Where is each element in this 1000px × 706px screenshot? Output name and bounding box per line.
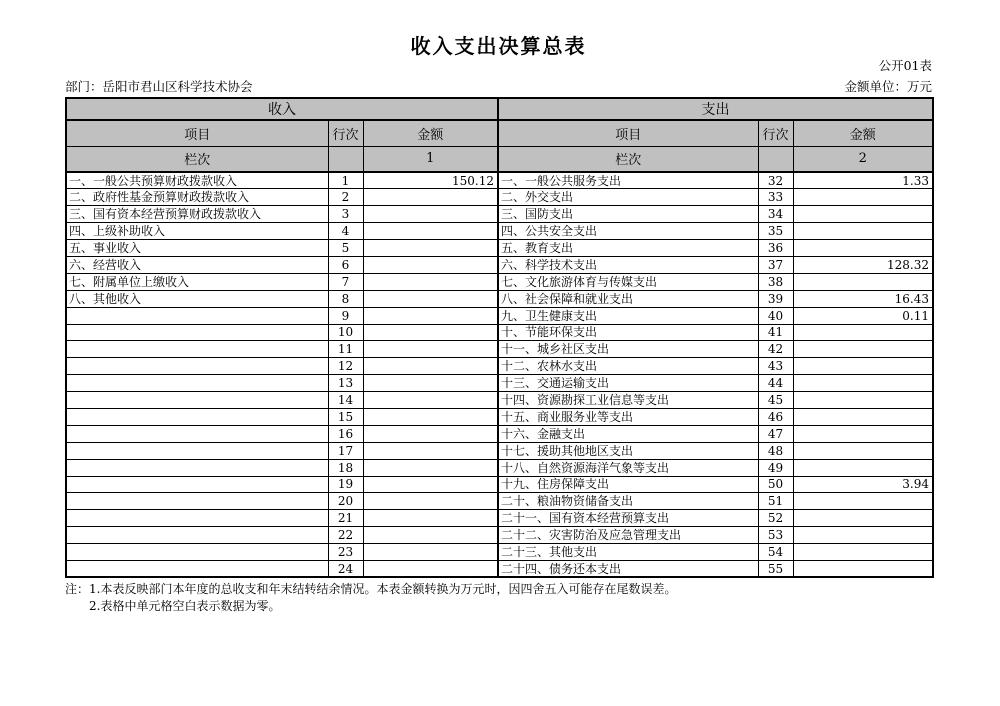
- expense-rowno-cell: 42: [758, 341, 793, 358]
- expense-amount-cell: [793, 493, 933, 510]
- income-amount-cell: [363, 223, 498, 240]
- income-amount-cell: [363, 273, 498, 290]
- expense-rowno-cell: 46: [758, 408, 793, 425]
- expense-amount-cell: [793, 324, 933, 341]
- table-code: 公开01表: [878, 58, 932, 73]
- income-rowno-cell: 16: [328, 425, 363, 442]
- expense-item-cell: 六、科学技术支出: [498, 256, 758, 273]
- income-rowno-cell: 18: [328, 459, 363, 476]
- income-amount-cell: [363, 408, 498, 425]
- expense-rowno-cell: 43: [758, 358, 793, 375]
- income-item-cell: 三、国有资本经营预算财政拨款收入: [66, 206, 328, 223]
- expense-rowno-cell: 45: [758, 392, 793, 409]
- income-item-cell: [66, 459, 328, 476]
- expense-amount-cell: [793, 442, 933, 459]
- income-item-cell: [66, 375, 328, 392]
- income-rowno-cell: 15: [328, 408, 363, 425]
- income-rowno-cell: 10: [328, 324, 363, 341]
- income-item-cell: 四、上级补助收入: [66, 223, 328, 240]
- table-row: [66, 307, 933, 324]
- income-item-cell: 二、政府性基金预算财政拨款收入: [66, 189, 328, 206]
- income-item-cell: [66, 442, 328, 459]
- table-row: [66, 425, 933, 442]
- expense-item-cell: 二十三、其他支出: [498, 544, 758, 561]
- income-rowno-cell: 22: [328, 527, 363, 544]
- expense-amount-cell: 1.33: [793, 172, 933, 189]
- income-rowno-cell: 17: [328, 442, 363, 459]
- expense-amount-cell: [793, 375, 933, 392]
- income-rowno-cell: 14: [328, 392, 363, 409]
- income-amount-cell: [363, 527, 498, 544]
- income-item-cell: [66, 392, 328, 409]
- table-row: [66, 493, 933, 510]
- table-row: [66, 527, 933, 544]
- expense-item-cell: 十七、援助其他地区支出: [498, 442, 758, 459]
- income-rowno-cell: 4: [328, 223, 363, 240]
- expense-item-cell: 十四、资源勘探工业信息等支出: [498, 392, 758, 409]
- income-rowno-cell: 6: [328, 256, 363, 273]
- note-line: 2.表格中单元格空白表示数据为零。: [89, 599, 281, 614]
- expense-rowno-cell: 50: [758, 476, 793, 493]
- expense-rowno-cell: 37: [758, 256, 793, 273]
- income-amount-cell: [363, 459, 498, 476]
- income-rowno-header: 行次: [328, 120, 363, 146]
- income-amount-cell: [363, 442, 498, 459]
- table-row: [66, 358, 933, 375]
- expense-amount-cell: 0.11: [793, 307, 933, 324]
- income-rowno-cell: 3: [328, 206, 363, 223]
- income-amount-cell: [363, 476, 498, 493]
- expense-amount-cell: [793, 408, 933, 425]
- expense-amount-cell: [793, 560, 933, 577]
- table-row: [66, 223, 933, 240]
- expense-rowno-cell: 53: [758, 527, 793, 544]
- table-row: [66, 341, 933, 358]
- income-amount-cell: [363, 341, 498, 358]
- income-rowno-cell: 21: [328, 510, 363, 527]
- expense-item-cell: 一、一般公共服务支出: [498, 172, 758, 189]
- income-amount-header: 金额: [363, 120, 498, 146]
- income-amount-cell: [363, 425, 498, 442]
- table-row: [66, 240, 933, 257]
- income-item-cell: [66, 493, 328, 510]
- expense-item-cell: 八、社会保障和就业支出: [498, 290, 758, 307]
- income-item-cell: [66, 510, 328, 527]
- income-item-header: 项目: [66, 120, 328, 146]
- table-row: [66, 290, 933, 307]
- expense-rowno-cell: 48: [758, 442, 793, 459]
- expense-amount-header: 金额: [793, 120, 933, 146]
- income-item-cell: [66, 307, 328, 324]
- expense-rowno-cell: 36: [758, 240, 793, 257]
- expense-amount-cell: [793, 273, 933, 290]
- table-header: [66, 98, 933, 172]
- expense-item-cell: 十八、自然资源海洋气象等支出: [498, 459, 758, 476]
- income-rowno-cell: 8: [328, 290, 363, 307]
- page-title: 收入支出决算总表: [410, 34, 587, 58]
- expense-rowno-cell: 44: [758, 375, 793, 392]
- expense-amount-cell: [793, 341, 933, 358]
- expense-amount-cell: [793, 358, 933, 375]
- table-row: [66, 189, 933, 206]
- expense-item-cell: 十、节能环保支出: [498, 324, 758, 341]
- table-row: [66, 324, 933, 341]
- table-row: [66, 442, 933, 459]
- expense-colindex-label: 栏次: [498, 146, 758, 172]
- expense-rowno-cell: 38: [758, 273, 793, 290]
- income-amount-cell: [363, 510, 498, 527]
- unit-label: 金额单位：万元: [844, 79, 932, 94]
- income-rowno-cell: 7: [328, 273, 363, 290]
- income-item-cell: [66, 324, 328, 341]
- income-amount-cell: [363, 189, 498, 206]
- income-colindex-blank: [328, 146, 363, 172]
- expense-amount-cell: [793, 189, 933, 206]
- income-amount-cell: [363, 290, 498, 307]
- expense-colindex-number: 2: [793, 146, 933, 172]
- income-amount-cell: [363, 392, 498, 409]
- note-line: 注：1.本表反映部门本年度的总收支和年末结转结余情况。本表金额转换为万元时，因四舍五入可能存在尾数误差。: [65, 582, 677, 597]
- expense-item-cell: 十二、农林水支出: [498, 358, 758, 375]
- expense-amount-cell: 128.32: [793, 256, 933, 273]
- income-item-cell: [66, 425, 328, 442]
- expense-rowno-cell: 52: [758, 510, 793, 527]
- expense-amount-cell: [793, 240, 933, 257]
- expense-amount-cell: [793, 425, 933, 442]
- table-row: [66, 206, 933, 223]
- income-amount-cell: [363, 240, 498, 257]
- table-row: [66, 375, 933, 392]
- expense-colindex-blank: [758, 146, 793, 172]
- expense-rowno-cell: 51: [758, 493, 793, 510]
- table-row: [66, 408, 933, 425]
- income-amount-cell: 150.12: [363, 172, 498, 189]
- expense-item-cell: 七、文化旅游体育与传媒支出: [498, 273, 758, 290]
- income-rowno-cell: 24: [328, 560, 363, 577]
- income-item-cell: [66, 341, 328, 358]
- document-sheet: [65, 0, 932, 615]
- expense-rowno-cell: 41: [758, 324, 793, 341]
- expense-item-cell: 三、国防支出: [498, 206, 758, 223]
- income-colindex-label: 栏次: [66, 146, 328, 172]
- expense-item-cell: 四、公共安全支出: [498, 223, 758, 240]
- expense-item-cell: 二十、粮油物资储备支出: [498, 493, 758, 510]
- income-amount-cell: [363, 307, 498, 324]
- income-rowno-cell: 1: [328, 172, 363, 189]
- table-row: [66, 459, 933, 476]
- expense-item-cell: 二、外交支出: [498, 189, 758, 206]
- income-rowno-cell: 23: [328, 544, 363, 561]
- income-rowno-cell: 20: [328, 493, 363, 510]
- income-amount-cell: [363, 544, 498, 561]
- expense-amount-cell: [793, 544, 933, 561]
- expense-item-cell: 十三、交通运输支出: [498, 375, 758, 392]
- income-amount-cell: [363, 560, 498, 577]
- table-row: [66, 256, 933, 273]
- expense-rowno-cell: 47: [758, 425, 793, 442]
- expense-amount-cell: 3.94: [793, 476, 933, 493]
- income-rowno-cell: 12: [328, 358, 363, 375]
- income-rowno-cell: 5: [328, 240, 363, 257]
- notes: [65, 578, 932, 615]
- income-item-cell: [66, 544, 328, 561]
- income-section-header: 收入: [66, 98, 498, 120]
- expense-item-cell: 二十二、灾害防治及应急管理支出: [498, 527, 758, 544]
- income-item-cell: [66, 408, 328, 425]
- income-amount-cell: [363, 375, 498, 392]
- expense-amount-cell: [793, 527, 933, 544]
- income-amount-cell: [363, 256, 498, 273]
- income-amount-cell: [363, 358, 498, 375]
- expense-amount-cell: [793, 223, 933, 240]
- income-item-cell: [66, 527, 328, 544]
- table-row: [66, 273, 933, 290]
- expense-amount-cell: [793, 510, 933, 527]
- expense-item-cell: 五、教育支出: [498, 240, 758, 257]
- income-rowno-cell: 13: [328, 375, 363, 392]
- expense-rowno-cell: 34: [758, 206, 793, 223]
- table-row: [66, 476, 933, 493]
- expense-rowno-cell: 32: [758, 172, 793, 189]
- expense-item-header: 项目: [498, 120, 758, 146]
- meta-row: [65, 76, 932, 97]
- income-rowno-cell: 19: [328, 476, 363, 493]
- table-row: [66, 560, 933, 577]
- expense-item-cell: 十五、商业服务业等支出: [498, 408, 758, 425]
- expense-amount-cell: [793, 206, 933, 223]
- expense-amount-cell: [793, 459, 933, 476]
- expense-item-cell: 二十四、债务还本支出: [498, 560, 758, 577]
- income-amount-cell: [363, 324, 498, 341]
- income-amount-cell: [363, 206, 498, 223]
- income-amount-cell: [363, 493, 498, 510]
- expense-item-cell: 九、卫生健康支出: [498, 307, 758, 324]
- income-item-cell: 五、事业收入: [66, 240, 328, 257]
- expense-item-cell: 十一、城乡社区支出: [498, 341, 758, 358]
- table-row: [66, 510, 933, 527]
- income-item-cell: [66, 560, 328, 577]
- expense-rowno-cell: 39: [758, 290, 793, 307]
- income-rowno-cell: 11: [328, 341, 363, 358]
- expense-rowno-header: 行次: [758, 120, 793, 146]
- expense-rowno-cell: 40: [758, 307, 793, 324]
- expense-rowno-cell: 55: [758, 560, 793, 577]
- expense-rowno-cell: 54: [758, 544, 793, 561]
- income-item-cell: 一、一般公共预算财政拨款收入: [66, 172, 328, 189]
- income-rowno-cell: 9: [328, 307, 363, 324]
- expense-item-cell: 十九、住房保障支出: [498, 476, 758, 493]
- table-row: [66, 172, 933, 189]
- expense-rowno-cell: 49: [758, 459, 793, 476]
- income-item-cell: 六、经营收入: [66, 256, 328, 273]
- expense-rowno-cell: 35: [758, 223, 793, 240]
- income-item-cell: [66, 358, 328, 375]
- income-item-cell: 八、其他收入: [66, 290, 328, 307]
- income-item-cell: [66, 476, 328, 493]
- expense-section-header: 支出: [498, 98, 933, 120]
- expense-item-cell: 十六、金融支出: [498, 425, 758, 442]
- expense-item-cell: 二十一、国有资本经营预算支出: [498, 510, 758, 527]
- account-table: [65, 97, 934, 578]
- table-row: [66, 392, 933, 409]
- expense-amount-cell: [793, 392, 933, 409]
- table-row: [66, 544, 933, 561]
- expense-amount-cell: 16.43: [793, 290, 933, 307]
- table-body: [66, 172, 933, 577]
- income-colindex-number: 1: [363, 146, 498, 172]
- department-label: 部门：岳阳市君山区科学技术协会: [65, 79, 253, 94]
- income-rowno-cell: 2: [328, 189, 363, 206]
- income-item-cell: 七、附属单位上缴收入: [66, 273, 328, 290]
- expense-rowno-cell: 33: [758, 189, 793, 206]
